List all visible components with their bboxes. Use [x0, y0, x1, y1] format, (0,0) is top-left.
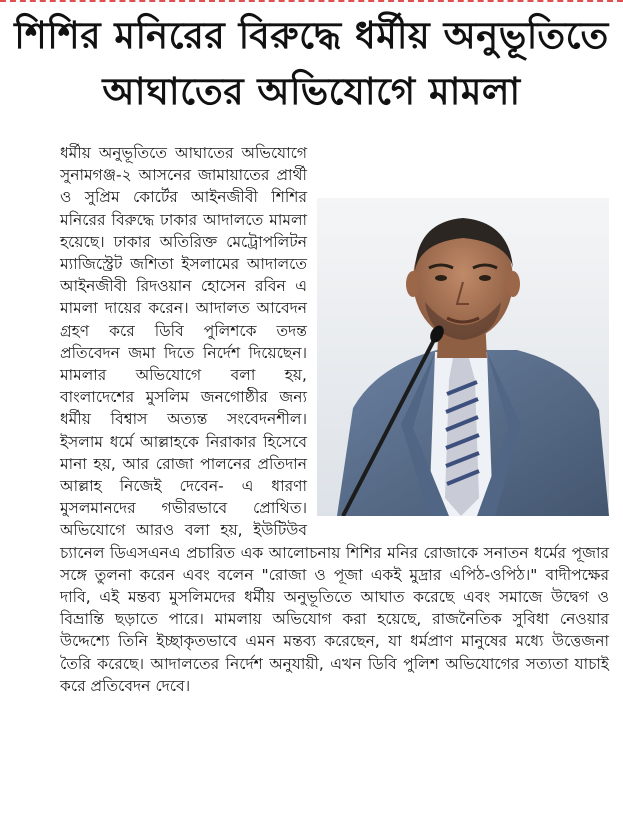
headline	[0, 8, 623, 120]
speaker-photo	[317, 198, 609, 516]
headline-line-2: আঘাতের অভিযোগে মামলা	[102, 70, 521, 113]
headline-line-1: শিশির মনিরের বিরুদ্ধে ধর্মীয় অনুভূতিতে	[14, 14, 609, 57]
article-paragraph: ধর্মীয় অনুভূতিতে আঘাতের অভিযোগে সুনামগঞ্জ-২ আসনের জামায়াতের প্রার্থী ও সুপ্রিম কোর্টের আইনজীবী শিশির মনিরের বিরুদ্ধে ঢাকার আদালতে মামলা হয়েছে। ঢাকার অতিরিক্ত মেট্রোপলিটন ম্যাজিস্ট্রেট জশিতা ইসলামের আদালতে আইনজীবী রিদওয়ান হোসেন রবিন এ মামলা দায়ের করেন। আদালত আবেদন গ্রহণ করে ডিবি পুলিশকে তদন্ত প্রতিবেদন জমা দিতে নির্দেশ দিয়েছেন। মামলার অভিযোগে বলা হয়, বাংলাদেশের মুসলিম জনগোষ্ঠীর জন্য ধর্মীয় বিশ্বাস অত্যন্ত সংবেদনশীল। ইসলাম ধর্মে আল্লাহকে নিরাকার হিসেবে মানা হয়, আর রোজা পালনের প্রতিদান আল্লাহ নিজেই দেবেন- এ ধারণা মুসলমানদের গভীরভাবে প্রোথিত। অভিযোগে আরও বলা হয়, ইউটিউব চ্যানেল ডিএসএনএ প্রচারিত এক আলোচনায় শিশির মনির রোজাকে সনাতন ধর্মের পূজার সঙ্গে তুলনা করেন এবং বলেন "রোজা ও পূজা একই মুদ্রার এপিঠ-ওপিঠ।" বাদীপক্ষের দাবি, এই মন্তব্য মুসলিমদের ধর্মীয় অনুভূতিতে আঘাত করেছে এবং সমাজে উদ্বেগ ও বিভ্রান্তি ছড়াতে পারে। মামলায় অভিযোগ করা হয়েছে, রাজনৈতিক সুবিধা নেওয়ার উদ্দেশ্যে তিনি ইচ্ছাকৃতভাবে এমন মন্তব্য করেছেন, যা ধর্মপ্রাণ মানুষের মধ্যে উত্তেজনা তৈরি করেছে। আদালতের নির্দেশ অনুযায়ী, এখন ডিবি পুলিশ অভিযোগের সত্যতা যাচাই করে প্রতিবেদন দেবে।	[60, 144, 609, 695]
dashed-cut-border	[0, 0, 623, 2]
article-body	[60, 142, 609, 697]
speaker-photo-illustration	[317, 198, 609, 516]
